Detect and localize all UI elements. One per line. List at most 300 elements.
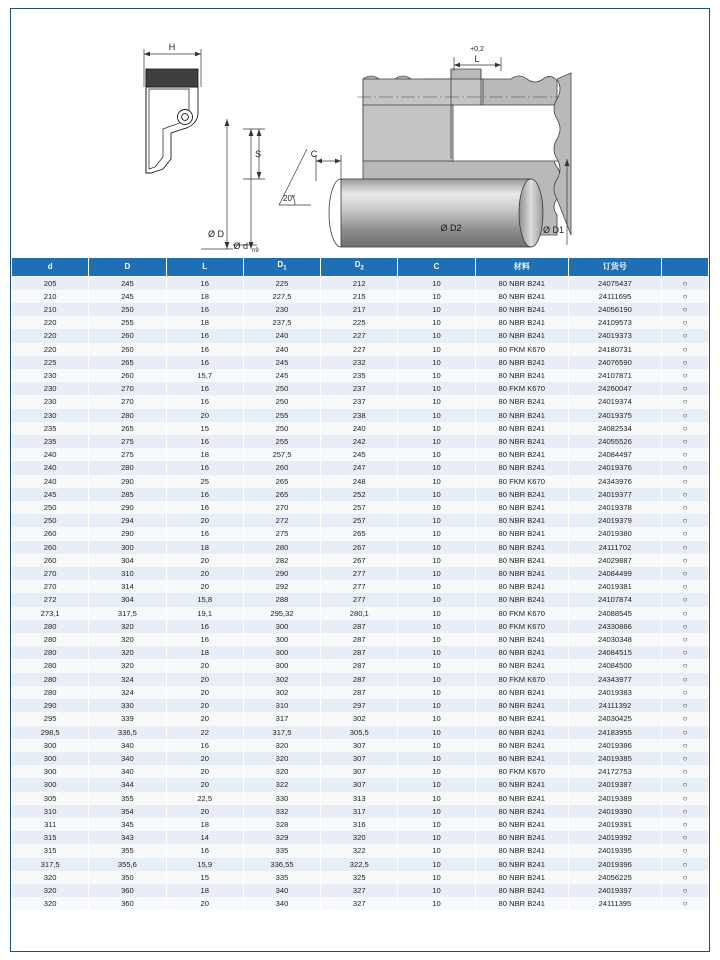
table-row[interactable]	[12, 343, 709, 356]
cell-order-number: 24180731	[568, 343, 661, 356]
cell-order-number: 24075437	[568, 276, 661, 290]
cell-D: 360	[89, 897, 166, 910]
cell-material: 80 FKM K670	[475, 343, 568, 356]
cell-d: 260	[12, 541, 89, 554]
label-diameter-d: Ø d	[233, 241, 248, 251]
cell-material: 80 NBR B241	[475, 831, 568, 844]
order-checkbox-icon[interactable]: ○	[662, 844, 709, 857]
order-checkbox-icon[interactable]: ○	[662, 607, 709, 620]
label-diameter-D2: Ø D2	[440, 223, 462, 233]
table-header-row	[12, 258, 709, 277]
cell-material: 80 NBR B241	[475, 726, 568, 739]
cell-material: 80 NBR B241	[475, 778, 568, 791]
cell-D1: 250	[243, 422, 320, 435]
order-checkbox-icon[interactable]: ○	[662, 871, 709, 884]
order-checkbox-icon[interactable]: ○	[662, 805, 709, 818]
cell-D: 324	[89, 686, 166, 699]
cell-D1: 302	[243, 673, 320, 686]
cell-D1: 245	[243, 356, 320, 369]
table-row[interactable]	[12, 382, 709, 395]
cell-D2: 277	[321, 567, 398, 580]
cell-material: 80 NBR B241	[475, 514, 568, 527]
cell-material: 80 NBR B241	[475, 276, 568, 290]
cell-D1: 280	[243, 541, 320, 554]
cell-material: 80 FKM K670	[475, 765, 568, 778]
order-checkbox-icon[interactable]: ○	[662, 818, 709, 831]
cell-d: 280	[12, 659, 89, 672]
cell-order-number: 24109573	[568, 316, 661, 329]
table-row[interactable]	[12, 276, 709, 290]
cell-D2: 307	[321, 739, 398, 752]
table-row[interactable]	[12, 593, 709, 606]
order-checkbox-icon[interactable]: ○	[662, 686, 709, 699]
order-checkbox-icon[interactable]: ○	[662, 329, 709, 342]
cell-material: 80 NBR B241	[475, 580, 568, 593]
cell-d: 317,5	[12, 858, 89, 871]
cell-d: 270	[12, 567, 89, 580]
table-row[interactable]	[12, 395, 709, 408]
cell-D: 354	[89, 805, 166, 818]
table-row[interactable]	[12, 541, 709, 554]
order-checkbox-icon[interactable]: ○	[662, 831, 709, 844]
order-checkbox-icon[interactable]: ○	[662, 792, 709, 805]
table-row[interactable]	[12, 712, 709, 725]
table-row[interactable]	[12, 527, 709, 540]
label-L: L	[474, 54, 480, 64]
cell-order-number: 24343977	[568, 673, 661, 686]
col-header-L: L	[166, 258, 243, 277]
order-checkbox-icon[interactable]: ○	[662, 541, 709, 554]
cell-D1: 240	[243, 329, 320, 342]
order-checkbox-icon[interactable]: ○	[662, 448, 709, 461]
table-row[interactable]	[12, 778, 709, 791]
cell-L: 20	[166, 686, 243, 699]
cell-D1: 320	[243, 752, 320, 765]
cell-D: 300	[89, 541, 166, 554]
table-row[interactable]	[12, 435, 709, 448]
label-H: H	[168, 42, 176, 52]
order-checkbox-icon[interactable]: ○	[662, 633, 709, 646]
cell-D1: 320	[243, 765, 320, 778]
cell-material: 80 NBR B241	[475, 488, 568, 501]
cell-D1: 329	[243, 831, 320, 844]
label-C: C	[310, 149, 318, 159]
cell-order-number: 24107871	[568, 369, 661, 382]
cell-material: 80 NBR B241	[475, 527, 568, 540]
cell-D2: 307	[321, 765, 398, 778]
label-d-subscript: n9	[252, 248, 259, 254]
cell-L: 18	[166, 541, 243, 554]
order-checkbox-icon[interactable]: ○	[662, 316, 709, 329]
cell-D1: 290	[243, 567, 320, 580]
cell-D2: 287	[321, 646, 398, 659]
cell-D1: 328	[243, 818, 320, 831]
cell-d: 300	[12, 739, 89, 752]
cell-L: 20	[166, 514, 243, 527]
cell-D: 294	[89, 514, 166, 527]
cell-order-number: 24019383	[568, 686, 661, 699]
order-checkbox-icon[interactable]: ○	[662, 276, 709, 290]
cell-C: 10	[398, 514, 475, 527]
cell-d: 230	[12, 395, 89, 408]
dimension-C	[316, 155, 341, 181]
cell-order-number: 24183955	[568, 726, 661, 739]
technical-drawing	[11, 9, 709, 257]
order-checkbox-icon[interactable]: ○	[662, 369, 709, 382]
table-row[interactable]	[12, 409, 709, 422]
cell-order-number: 24019378	[568, 501, 661, 514]
cell-D: 260	[89, 343, 166, 356]
table-row[interactable]	[12, 792, 709, 805]
cell-C: 10	[398, 778, 475, 791]
table-row[interactable]	[12, 448, 709, 461]
cell-C: 10	[398, 343, 475, 356]
table-row[interactable]	[12, 765, 709, 778]
cell-D2: 287	[321, 659, 398, 672]
cell-d: 315	[12, 844, 89, 857]
cell-order-number: 24019395	[568, 844, 661, 857]
cell-D2: 215	[321, 290, 398, 303]
table-row[interactable]	[12, 620, 709, 633]
cell-C: 10	[398, 422, 475, 435]
cell-material: 80 NBR B241	[475, 646, 568, 659]
order-checkbox-icon[interactable]: ○	[662, 422, 709, 435]
cell-material: 80 NBR B241	[475, 897, 568, 910]
cell-D: 260	[89, 329, 166, 342]
cell-D1: 300	[243, 659, 320, 672]
cell-C: 10	[398, 818, 475, 831]
order-checkbox-icon[interactable]: ○	[662, 290, 709, 303]
cell-D2: 317	[321, 805, 398, 818]
order-checkbox-icon[interactable]: ○	[662, 303, 709, 316]
cell-d: 280	[12, 633, 89, 646]
cell-D: 340	[89, 752, 166, 765]
cell-D1: 255	[243, 435, 320, 448]
shaft	[329, 179, 543, 247]
cell-material: 80 NBR B241	[475, 792, 568, 805]
cell-L: 20	[166, 580, 243, 593]
table-row[interactable]	[12, 633, 709, 646]
cell-order-number: 24019374	[568, 395, 661, 408]
cell-material: 80 NBR B241	[475, 356, 568, 369]
table-row[interactable]	[12, 871, 709, 884]
order-checkbox-icon[interactable]: ○	[662, 567, 709, 580]
cell-order-number: 24084500	[568, 659, 661, 672]
table-row[interactable]	[12, 554, 709, 567]
cell-C: 10	[398, 567, 475, 580]
cell-d: 220	[12, 329, 89, 342]
table-row[interactable]	[12, 897, 709, 910]
cell-D2: 245	[321, 448, 398, 461]
cell-L: 15,9	[166, 858, 243, 871]
cell-D2: 287	[321, 673, 398, 686]
order-checkbox-icon[interactable]: ○	[662, 435, 709, 448]
order-checkbox-icon[interactable]: ○	[662, 752, 709, 765]
cell-order-number: 24019390	[568, 805, 661, 818]
cell-C: 10	[398, 554, 475, 567]
cell-L: 16	[166, 620, 243, 633]
order-checkbox-icon[interactable]: ○	[662, 554, 709, 567]
cell-order-number: 24107874	[568, 593, 661, 606]
cell-L: 16	[166, 739, 243, 752]
table-row[interactable]	[12, 752, 709, 765]
cell-material: 80 NBR B241	[475, 844, 568, 857]
cell-material: 80 NBR B241	[475, 448, 568, 461]
order-checkbox-icon[interactable]: ○	[662, 897, 709, 910]
cell-D1: 295,32	[243, 607, 320, 620]
col-header-D: D	[89, 258, 166, 277]
cell-L: 20	[166, 897, 243, 910]
cell-C: 10	[398, 409, 475, 422]
cell-D2: 322,5	[321, 858, 398, 871]
label-diameter-D: Ø D	[207, 229, 224, 239]
cell-material: 80 NBR B241	[475, 541, 568, 554]
table-row[interactable]	[12, 646, 709, 659]
table-row[interactable]	[12, 488, 709, 501]
cell-D2: 267	[321, 541, 398, 554]
table-row[interactable]	[12, 884, 709, 897]
cell-D1: 300	[243, 646, 320, 659]
cell-D1: 255	[243, 409, 320, 422]
table-row[interactable]	[12, 739, 709, 752]
specification-table	[11, 257, 709, 910]
cell-d: 320	[12, 897, 89, 910]
table-row[interactable]	[12, 659, 709, 672]
cell-D2: 257	[321, 514, 398, 527]
cell-L: 14	[166, 831, 243, 844]
cell-d: 272	[12, 593, 89, 606]
cell-order-number: 24019397	[568, 884, 661, 897]
cell-C: 10	[398, 607, 475, 620]
order-checkbox-icon[interactable]: ○	[662, 488, 709, 501]
cell-material: 80 NBR B241	[475, 435, 568, 448]
cell-D2: 277	[321, 593, 398, 606]
table-row[interactable]	[12, 303, 709, 316]
cell-L: 25	[166, 475, 243, 488]
table-row[interactable]	[12, 844, 709, 857]
order-checkbox-icon[interactable]: ○	[662, 765, 709, 778]
cell-d: 240	[12, 461, 89, 474]
col-header-select	[662, 258, 709, 277]
table-row[interactable]	[12, 805, 709, 818]
cell-order-number: 24076590	[568, 356, 661, 369]
table-row[interactable]	[12, 369, 709, 382]
cell-order-number: 24056225	[568, 871, 661, 884]
cell-d: 240	[12, 475, 89, 488]
cell-D1: 225	[243, 276, 320, 290]
label-angle: 20°	[283, 194, 296, 203]
cell-d: 260	[12, 527, 89, 540]
cell-D1: 237,5	[243, 316, 320, 329]
order-checkbox-icon[interactable]: ○	[662, 673, 709, 686]
cell-L: 16	[166, 395, 243, 408]
table-row[interactable]	[12, 858, 709, 871]
order-checkbox-icon[interactable]: ○	[662, 593, 709, 606]
cell-L: 15,7	[166, 369, 243, 382]
cell-D: 285	[89, 488, 166, 501]
cell-d: 270	[12, 580, 89, 593]
cell-order-number: 24084515	[568, 646, 661, 659]
table-row[interactable]	[12, 501, 709, 514]
cell-D2: 235	[321, 369, 398, 382]
table-row[interactable]	[12, 818, 709, 831]
cell-D: 275	[89, 448, 166, 461]
cell-D: 304	[89, 554, 166, 567]
table-row[interactable]	[12, 580, 709, 593]
order-checkbox-icon[interactable]: ○	[662, 395, 709, 408]
cell-D2: 267	[321, 554, 398, 567]
table-row[interactable]	[12, 567, 709, 580]
order-checkbox-icon[interactable]: ○	[662, 501, 709, 514]
col-header-D1: $D_1$	[243, 258, 320, 277]
cell-D2: 238	[321, 409, 398, 422]
order-checkbox-icon[interactable]: ○	[662, 726, 709, 739]
content-frame	[10, 8, 710, 952]
order-checkbox-icon[interactable]: ○	[662, 514, 709, 527]
cell-D1: 260	[243, 461, 320, 474]
cell-material: 80 NBR B241	[475, 739, 568, 752]
order-checkbox-icon[interactable]: ○	[662, 858, 709, 871]
cell-order-number: 24019387	[568, 778, 661, 791]
cell-D1: 320	[243, 739, 320, 752]
order-checkbox-icon[interactable]: ○	[662, 343, 709, 356]
order-checkbox-icon[interactable]: ○	[662, 356, 709, 369]
order-checkbox-icon[interactable]: ○	[662, 620, 709, 633]
cell-D1: 265	[243, 488, 320, 501]
cell-D1: 230	[243, 303, 320, 316]
order-checkbox-icon[interactable]: ○	[662, 527, 709, 540]
order-checkbox-icon[interactable]: ○	[662, 884, 709, 897]
cell-D2: 248	[321, 475, 398, 488]
cell-C: 10	[398, 792, 475, 805]
cell-material: 80 FKM K670	[475, 475, 568, 488]
cell-D1: 282	[243, 554, 320, 567]
cell-order-number: 24111395	[568, 897, 661, 910]
cell-D: 290	[89, 475, 166, 488]
cell-material: 80 NBR B241	[475, 567, 568, 580]
table-row[interactable]	[12, 316, 709, 329]
order-checkbox-icon[interactable]: ○	[662, 699, 709, 712]
order-checkbox-icon[interactable]: ○	[662, 475, 709, 488]
table-row[interactable]	[12, 726, 709, 739]
cell-order-number: 24111695	[568, 290, 661, 303]
cell-L: 20	[166, 778, 243, 791]
order-checkbox-icon[interactable]: ○	[662, 646, 709, 659]
cell-D2: 277	[321, 580, 398, 593]
cell-D: 290	[89, 527, 166, 540]
cell-D2: 316	[321, 818, 398, 831]
cell-C: 10	[398, 488, 475, 501]
cell-order-number: 24111392	[568, 699, 661, 712]
order-checkbox-icon[interactable]: ○	[662, 659, 709, 672]
cell-D1: 245	[243, 369, 320, 382]
cell-L: 16	[166, 303, 243, 316]
cell-D2: 307	[321, 778, 398, 791]
cell-C: 10	[398, 884, 475, 897]
cell-C: 10	[398, 871, 475, 884]
table-row[interactable]	[12, 461, 709, 474]
cell-D: 314	[89, 580, 166, 593]
order-checkbox-icon[interactable]: ○	[662, 409, 709, 422]
cell-D: 360	[89, 884, 166, 897]
cell-C: 10	[398, 858, 475, 871]
order-checkbox-icon[interactable]: ○	[662, 580, 709, 593]
cell-C: 10	[398, 673, 475, 686]
cell-D2: 240	[321, 422, 398, 435]
table-row[interactable]	[12, 356, 709, 369]
cell-L: 20	[166, 765, 243, 778]
cell-L: 16	[166, 329, 243, 342]
cell-D: 310	[89, 567, 166, 580]
col-header-order-number: 订货号	[568, 258, 661, 277]
cell-d: 235	[12, 435, 89, 448]
cell-D: 270	[89, 382, 166, 395]
cell-order-number: 24019379	[568, 514, 661, 527]
cell-D: 290	[89, 501, 166, 514]
cell-L: 18	[166, 884, 243, 897]
cell-D2: 237	[321, 395, 398, 408]
cell-D2: 257	[321, 501, 398, 514]
cell-material: 80 NBR B241	[475, 699, 568, 712]
cell-d: 235	[12, 422, 89, 435]
cell-order-number: 24172753	[568, 765, 661, 778]
cell-d: 300	[12, 778, 89, 791]
cell-d: 280	[12, 673, 89, 686]
cell-L: 18	[166, 646, 243, 659]
order-checkbox-icon[interactable]: ○	[662, 739, 709, 752]
cell-C: 10	[398, 382, 475, 395]
table-row[interactable]	[12, 514, 709, 527]
table-row[interactable]	[12, 290, 709, 303]
cell-d: 300	[12, 765, 89, 778]
cell-L: 22,5	[166, 792, 243, 805]
table-row[interactable]	[12, 422, 709, 435]
order-checkbox-icon[interactable]: ○	[662, 382, 709, 395]
cell-C: 10	[398, 448, 475, 461]
cell-L: 16	[166, 527, 243, 540]
order-checkbox-icon[interactable]: ○	[662, 712, 709, 725]
cell-material: 80 NBR B241	[475, 554, 568, 567]
order-checkbox-icon[interactable]: ○	[662, 461, 709, 474]
table-row[interactable]	[12, 686, 709, 699]
cell-D1: 227,5	[243, 290, 320, 303]
cell-D: 255	[89, 316, 166, 329]
cell-L: 16	[166, 276, 243, 290]
cell-d: 273,1	[12, 607, 89, 620]
cell-material: 80 NBR B241	[475, 329, 568, 342]
cell-D2: 313	[321, 792, 398, 805]
cell-order-number: 24019380	[568, 527, 661, 540]
table-row[interactable]	[12, 607, 709, 620]
order-checkbox-icon[interactable]: ○	[662, 778, 709, 791]
table-row[interactable]	[12, 831, 709, 844]
cell-material: 80 NBR B241	[475, 422, 568, 435]
cell-d: 250	[12, 501, 89, 514]
cell-C: 10	[398, 501, 475, 514]
cell-L: 22	[166, 726, 243, 739]
cell-d: 280	[12, 620, 89, 633]
cell-C: 10	[398, 290, 475, 303]
cell-d: 230	[12, 382, 89, 395]
table-row[interactable]	[12, 329, 709, 342]
cell-D: 320	[89, 620, 166, 633]
cell-L: 20	[166, 659, 243, 672]
cell-C: 10	[398, 752, 475, 765]
table-row[interactable]	[12, 699, 709, 712]
table-row[interactable]	[12, 673, 709, 686]
table-row[interactable]	[12, 475, 709, 488]
cell-C: 10	[398, 659, 475, 672]
